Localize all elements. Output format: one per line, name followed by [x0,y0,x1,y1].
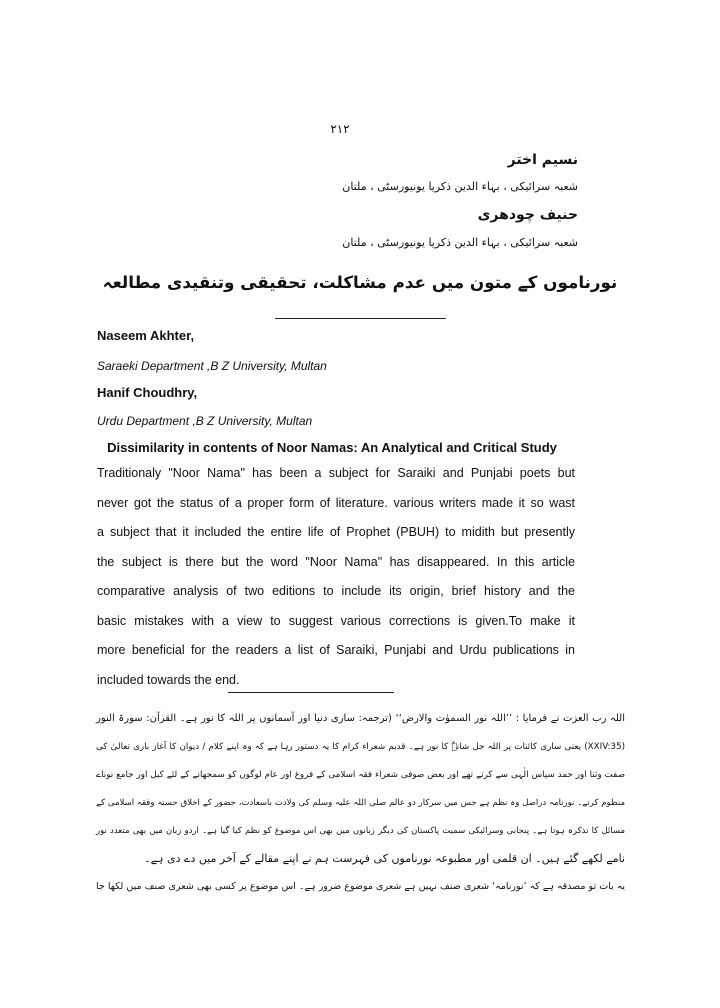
abstract-divider [228,692,394,693]
urdu-body-line: نامے لکھے گئے ہیں۔ ان قلمی اور مطبوعہ نورناموں کی فہرست ہم نے اپنے مقالے کے آخر میں دے دی ہے۔ [144,852,625,865]
abstract-line: Traditionaly "Noor Nama" has been a subject for Saraiki and Punjabi poets but [97,466,575,480]
abstract-line: never got the status of a proper form of literature. various writers made it so wast [97,495,575,510]
page-number: ۲۱۲ [330,122,350,136]
abstract-line: basic mistakes with a view to suggest various corrections is given.To make it [97,613,575,628]
abstract-line: a subject that it included the entire life of Prophet (PBUH) to midith but presently [97,525,575,539]
urdu-author-name: نسیم اختر [507,152,578,168]
urdu-author-affiliation: شعبہ سرائیکی ، بہاء الدین ذکریا یونیورسٹی ، ملتان [342,180,578,193]
abstract-line: comparative analysis of two editions to include its origin, brief history and the [97,584,575,598]
urdu-body [96,705,625,901]
abstract [97,459,575,695]
abstract-line: more beneficial for the readers a list of Saraiki, Punjabi and Urdu publications in [97,643,575,657]
abstract-line: the subject is there but the word "Noor Nama" has disappeared. In this article [97,554,575,569]
english-title: Dissimilarity in contents of Noor Namas: An Analytical and Critical Study [107,440,557,455]
abstract-line: included towards the end. [97,672,240,687]
urdu-author-affiliation: شعبہ سرائیکی ، بہاء الدین ذکریا یونیورسٹی ، ملتان [342,236,578,249]
english-author-affiliation: Saraeki Department ,B Z University, Multan [97,359,327,373]
urdu-title: نورناموں کے متون میں عدم مشاکلت، تحقیقی وتنقیدی مطالعہ [102,272,618,292]
urdu-body-line: صفت وثنا اور حمد سپاس الٰہی سے کرتے تھے اور بعض صوفی شعراء فقہ اسلامی کے فروغ اور عام لوگوں کو سمجھانے کے لئے کبل اور جامع نوناے [96,770,625,780]
english-author-name: Hanif Choudhry, [97,385,198,400]
urdu-body-line: اللہ رب العزت نے فرمایا : ’’اللہ نور السموٰت والارض‘‘ (ترجمہ: ساری دنیا اور آسمانوں پر اللہ کا نور ہے۔ القرآن: سورۃ النور [96,713,625,724]
urdu-body-line: منظوم کرتے۔ نورنامہ دراصل وہ نظم ہے جس میں سرکار دو عالم صلی اللہ علیہ وسلم کی ولادت باسعادت، حضور کے اخلاق حسنہ وفقہ اسلامی کے [96,798,625,808]
urdu-author-name: حنیف چودھری [477,207,578,223]
urdu-body-line: یہ بات تو مصدقہ ہے کہ ’نورنامہ‘ شعری صنف نہیں ہے شعری موضوع ضرور ہے۔ اس موضوع پر کسی بھی شعری صنف میں لکھا جا [96,881,625,892]
urdu-body-line: (XXIV:35) یعنی ساری کائنات پر اللہ جل شانہٗ کا نور ہے۔ قدیم شعراء کرام کا یہ دستور رہا ہے کہ وہ اپنے کلام / دیوان کا آغاز باری تعالیٰ کی [96,742,625,752]
english-author-affiliation: Urdu Department ,B Z University, Multan [97,414,313,428]
title-divider [275,318,446,319]
urdu-body-line: مسائل کا تذکرہ ہوتا ہے۔ پنجابی وسرائیکی سمیت پاکستان کی دیگر زبانوں میں بھی اس موضوع کو نظم کیا گیا ہے۔ اردو زبان میں بھی متعدد نور [96,826,625,836]
english-author-name: Naseem Akhter, [97,328,195,343]
